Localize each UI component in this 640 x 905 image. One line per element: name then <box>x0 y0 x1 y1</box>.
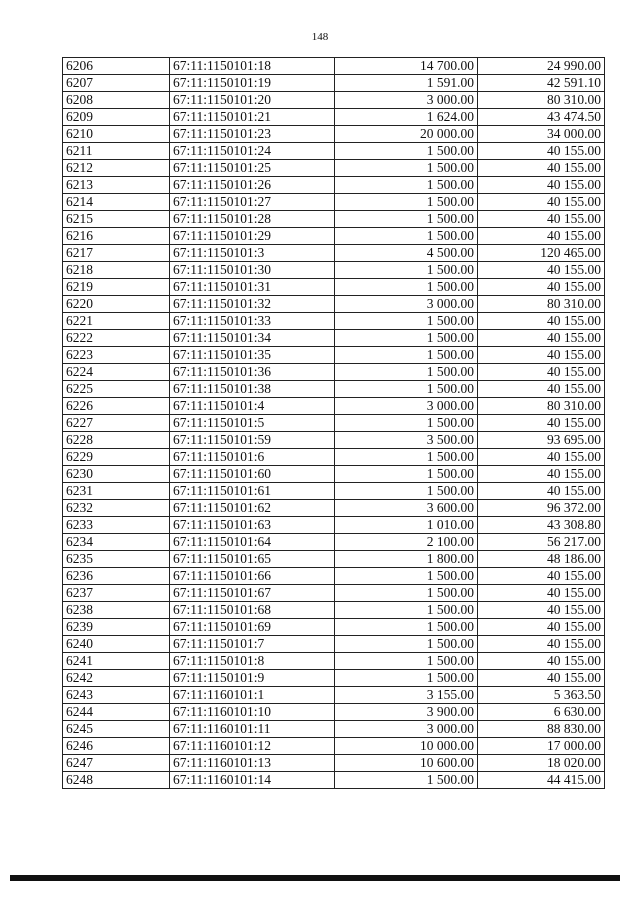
row-number-cell: 6214 <box>63 194 170 211</box>
table-row <box>63 211 605 228</box>
value-cell: 40 155.00 <box>478 602 605 619</box>
value-cell: 40 155.00 <box>478 160 605 177</box>
row-number-cell: 6217 <box>63 245 170 262</box>
value-cell: 18 020.00 <box>478 755 605 772</box>
cadastral-number-cell: 67:11:1150101:64 <box>170 534 335 551</box>
cadastral-number-cell: 67:11:1150101:18 <box>170 58 335 75</box>
value-cell: 40 155.00 <box>478 194 605 211</box>
value-cell: 5 363.50 <box>478 687 605 704</box>
value-cell: 40 155.00 <box>478 313 605 330</box>
area-cell: 1 500.00 <box>335 347 478 364</box>
value-cell: 56 217.00 <box>478 534 605 551</box>
area-cell: 1 500.00 <box>335 466 478 483</box>
table-row <box>63 330 605 347</box>
area-cell: 20 000.00 <box>335 126 478 143</box>
value-cell: 43 308.80 <box>478 517 605 534</box>
cadastral-number-cell: 67:11:1150101:66 <box>170 568 335 585</box>
area-cell: 1 500.00 <box>335 602 478 619</box>
table-row <box>63 143 605 160</box>
table-row <box>63 585 605 602</box>
cadastral-number-cell: 67:11:1150101:68 <box>170 602 335 619</box>
table-row <box>63 670 605 687</box>
row-number-cell: 6220 <box>63 296 170 313</box>
cadastral-number-cell: 67:11:1150101:9 <box>170 670 335 687</box>
table-row <box>63 687 605 704</box>
cadastral-number-cell: 67:11:1160101:13 <box>170 755 335 772</box>
table-row <box>63 738 605 755</box>
cadastral-number-cell: 67:11:1150101:3 <box>170 245 335 262</box>
row-number-cell: 6211 <box>63 143 170 160</box>
table-row <box>63 126 605 143</box>
area-cell: 1 500.00 <box>335 670 478 687</box>
cadastral-number-cell: 67:11:1150101:28 <box>170 211 335 228</box>
table-row <box>63 432 605 449</box>
row-number-cell: 6223 <box>63 347 170 364</box>
table-row <box>63 347 605 364</box>
table-row <box>63 755 605 772</box>
table-row <box>63 517 605 534</box>
table-row <box>63 568 605 585</box>
row-number-cell: 6210 <box>63 126 170 143</box>
table-row <box>63 194 605 211</box>
cadastral-number-cell: 67:11:1160101:11 <box>170 721 335 738</box>
area-cell: 1 500.00 <box>335 449 478 466</box>
row-number-cell: 6228 <box>63 432 170 449</box>
row-number-cell: 6221 <box>63 313 170 330</box>
cadastral-number-cell: 67:11:1150101:65 <box>170 551 335 568</box>
table-row <box>63 483 605 500</box>
area-cell: 1 500.00 <box>335 262 478 279</box>
cadastral-number-cell: 67:11:1160101:1 <box>170 687 335 704</box>
row-number-cell: 6246 <box>63 738 170 755</box>
table-row <box>63 534 605 551</box>
area-cell: 10 600.00 <box>335 755 478 772</box>
value-cell: 34 000.00 <box>478 126 605 143</box>
table-row <box>63 636 605 653</box>
table-row <box>63 262 605 279</box>
cadastral-number-cell: 67:11:1150101:62 <box>170 500 335 517</box>
cadastral-number-cell: 67:11:1150101:27 <box>170 194 335 211</box>
row-number-cell: 6218 <box>63 262 170 279</box>
cadastral-number-cell: 67:11:1150101:61 <box>170 483 335 500</box>
area-cell: 3 000.00 <box>335 92 478 109</box>
cadastral-number-cell: 67:11:1150101:4 <box>170 398 335 415</box>
cadastral-number-cell: 67:11:1150101:6 <box>170 449 335 466</box>
area-cell: 1 500.00 <box>335 143 478 160</box>
value-cell: 40 155.00 <box>478 670 605 687</box>
area-cell: 1 800.00 <box>335 551 478 568</box>
table-row <box>63 704 605 721</box>
row-number-cell: 6222 <box>63 330 170 347</box>
row-number-cell: 6238 <box>63 602 170 619</box>
cadastral-number-cell: 67:11:1150101:36 <box>170 364 335 381</box>
value-cell: 40 155.00 <box>478 262 605 279</box>
cadastral-number-cell: 67:11:1150101:32 <box>170 296 335 313</box>
table-row <box>63 653 605 670</box>
area-cell: 1 500.00 <box>335 228 478 245</box>
value-cell: 48 186.00 <box>478 551 605 568</box>
area-cell: 1 010.00 <box>335 517 478 534</box>
area-cell: 3 900.00 <box>335 704 478 721</box>
value-cell: 40 155.00 <box>478 619 605 636</box>
row-number-cell: 6235 <box>63 551 170 568</box>
area-cell: 1 500.00 <box>335 415 478 432</box>
cadastral-number-cell: 67:11:1160101:14 <box>170 772 335 789</box>
area-cell: 3 155.00 <box>335 687 478 704</box>
area-cell: 1 500.00 <box>335 160 478 177</box>
row-number-cell: 6243 <box>63 687 170 704</box>
cadastral-number-cell: 67:11:1150101:7 <box>170 636 335 653</box>
cadastral-number-cell: 67:11:1150101:31 <box>170 279 335 296</box>
table-body <box>63 58 605 789</box>
cadastral-table <box>62 57 605 789</box>
area-cell: 1 500.00 <box>335 313 478 330</box>
row-number-cell: 6242 <box>63 670 170 687</box>
value-cell: 96 372.00 <box>478 500 605 517</box>
cadastral-number-cell: 67:11:1150101:67 <box>170 585 335 602</box>
value-cell: 40 155.00 <box>478 466 605 483</box>
table-row <box>63 500 605 517</box>
value-cell: 40 155.00 <box>478 177 605 194</box>
area-cell: 1 591.00 <box>335 75 478 92</box>
value-cell: 40 155.00 <box>478 449 605 466</box>
area-cell: 1 500.00 <box>335 381 478 398</box>
value-cell: 120 465.00 <box>478 245 605 262</box>
area-cell: 3 000.00 <box>335 398 478 415</box>
cadastral-number-cell: 67:11:1160101:10 <box>170 704 335 721</box>
value-cell: 40 155.00 <box>478 347 605 364</box>
value-cell: 40 155.00 <box>478 228 605 245</box>
cadastral-number-cell: 67:11:1150101:5 <box>170 415 335 432</box>
table-row <box>63 602 605 619</box>
table-row <box>63 75 605 92</box>
value-cell: 93 695.00 <box>478 432 605 449</box>
value-cell: 40 155.00 <box>478 415 605 432</box>
row-number-cell: 6233 <box>63 517 170 534</box>
table-row <box>63 160 605 177</box>
cadastral-number-cell: 67:11:1150101:26 <box>170 177 335 194</box>
cadastral-number-cell: 67:11:1150101:30 <box>170 262 335 279</box>
area-cell: 3 000.00 <box>335 721 478 738</box>
table-row <box>63 364 605 381</box>
row-number-cell: 6234 <box>63 534 170 551</box>
value-cell: 42 591.10 <box>478 75 605 92</box>
page-number: 148 <box>311 31 329 43</box>
table-row <box>63 177 605 194</box>
value-cell: 40 155.00 <box>478 364 605 381</box>
table-row <box>63 245 605 262</box>
row-number-cell: 6247 <box>63 755 170 772</box>
cadastral-number-cell: 67:11:1150101:21 <box>170 109 335 126</box>
row-number-cell: 6237 <box>63 585 170 602</box>
area-cell: 1 500.00 <box>335 772 478 789</box>
cadastral-number-cell: 67:11:1160101:12 <box>170 738 335 755</box>
area-cell: 1 500.00 <box>335 483 478 500</box>
area-cell: 1 500.00 <box>335 330 478 347</box>
area-cell: 3 000.00 <box>335 296 478 313</box>
cadastral-number-cell: 67:11:1150101:20 <box>170 92 335 109</box>
area-cell: 4 500.00 <box>335 245 478 262</box>
value-cell: 40 155.00 <box>478 381 605 398</box>
value-cell: 80 310.00 <box>478 296 605 313</box>
row-number-cell: 6213 <box>63 177 170 194</box>
cadastral-number-cell: 67:11:1150101:63 <box>170 517 335 534</box>
table-row <box>63 398 605 415</box>
row-number-cell: 6215 <box>63 211 170 228</box>
cadastral-number-cell: 67:11:1150101:69 <box>170 619 335 636</box>
area-cell: 1 624.00 <box>335 109 478 126</box>
row-number-cell: 6219 <box>63 279 170 296</box>
row-number-cell: 6206 <box>63 58 170 75</box>
area-cell: 1 500.00 <box>335 653 478 670</box>
cadastral-number-cell: 67:11:1150101:35 <box>170 347 335 364</box>
cadastral-number-cell: 67:11:1150101:25 <box>170 160 335 177</box>
table-row <box>63 772 605 789</box>
area-cell: 1 500.00 <box>335 211 478 228</box>
table-row <box>63 551 605 568</box>
row-number-cell: 6209 <box>63 109 170 126</box>
area-cell: 1 500.00 <box>335 568 478 585</box>
area-cell: 1 500.00 <box>335 279 478 296</box>
table-row <box>63 228 605 245</box>
value-cell: 40 155.00 <box>478 143 605 160</box>
row-number-cell: 6226 <box>63 398 170 415</box>
row-number-cell: 6229 <box>63 449 170 466</box>
row-number-cell: 6241 <box>63 653 170 670</box>
row-number-cell: 6225 <box>63 381 170 398</box>
cadastral-number-cell: 67:11:1150101:59 <box>170 432 335 449</box>
row-number-cell: 6231 <box>63 483 170 500</box>
value-cell: 40 155.00 <box>478 211 605 228</box>
row-number-cell: 6248 <box>63 772 170 789</box>
table-row <box>63 109 605 126</box>
cadastral-number-cell: 67:11:1150101:8 <box>170 653 335 670</box>
area-cell: 1 500.00 <box>335 364 478 381</box>
row-number-cell: 6236 <box>63 568 170 585</box>
value-cell: 24 990.00 <box>478 58 605 75</box>
value-cell: 88 830.00 <box>478 721 605 738</box>
value-cell: 17 000.00 <box>478 738 605 755</box>
table-row <box>63 279 605 296</box>
value-cell: 40 155.00 <box>478 568 605 585</box>
cadastral-number-cell: 67:11:1150101:33 <box>170 313 335 330</box>
bottom-rule <box>10 875 620 881</box>
area-cell: 1 500.00 <box>335 619 478 636</box>
table-row <box>63 721 605 738</box>
area-cell: 1 500.00 <box>335 636 478 653</box>
row-number-cell: 6227 <box>63 415 170 432</box>
table-row <box>63 449 605 466</box>
row-number-cell: 6245 <box>63 721 170 738</box>
row-number-cell: 6207 <box>63 75 170 92</box>
table-row <box>63 381 605 398</box>
cadastral-number-cell: 67:11:1150101:23 <box>170 126 335 143</box>
area-cell: 2 100.00 <box>335 534 478 551</box>
value-cell: 40 155.00 <box>478 279 605 296</box>
table-row <box>63 619 605 636</box>
table-row <box>63 415 605 432</box>
area-cell: 10 000.00 <box>335 738 478 755</box>
value-cell: 40 155.00 <box>478 636 605 653</box>
row-number-cell: 6244 <box>63 704 170 721</box>
value-cell: 43 474.50 <box>478 109 605 126</box>
value-cell: 80 310.00 <box>478 398 605 415</box>
table-row <box>63 58 605 75</box>
value-cell: 44 415.00 <box>478 772 605 789</box>
area-cell: 1 500.00 <box>335 194 478 211</box>
value-cell: 80 310.00 <box>478 92 605 109</box>
cadastral-number-cell: 67:11:1150101:29 <box>170 228 335 245</box>
value-cell: 40 155.00 <box>478 483 605 500</box>
table-row <box>63 92 605 109</box>
row-number-cell: 6230 <box>63 466 170 483</box>
cadastral-number-cell: 67:11:1150101:19 <box>170 75 335 92</box>
area-cell: 3 500.00 <box>335 432 478 449</box>
table-row <box>63 466 605 483</box>
value-cell: 40 155.00 <box>478 585 605 602</box>
cadastral-number-cell: 67:11:1150101:60 <box>170 466 335 483</box>
cadastral-number-cell: 67:11:1150101:34 <box>170 330 335 347</box>
area-cell: 1 500.00 <box>335 177 478 194</box>
area-cell: 1 500.00 <box>335 585 478 602</box>
row-number-cell: 6232 <box>63 500 170 517</box>
cadastral-number-cell: 67:11:1150101:38 <box>170 381 335 398</box>
row-number-cell: 6216 <box>63 228 170 245</box>
table-row <box>63 313 605 330</box>
value-cell: 6 630.00 <box>478 704 605 721</box>
row-number-cell: 6239 <box>63 619 170 636</box>
area-cell: 14 700.00 <box>335 58 478 75</box>
row-number-cell: 6208 <box>63 92 170 109</box>
value-cell: 40 155.00 <box>478 653 605 670</box>
row-number-cell: 6240 <box>63 636 170 653</box>
row-number-cell: 6224 <box>63 364 170 381</box>
row-number-cell: 6212 <box>63 160 170 177</box>
table-row <box>63 296 605 313</box>
value-cell: 40 155.00 <box>478 330 605 347</box>
area-cell: 3 600.00 <box>335 500 478 517</box>
cadastral-number-cell: 67:11:1150101:24 <box>170 143 335 160</box>
